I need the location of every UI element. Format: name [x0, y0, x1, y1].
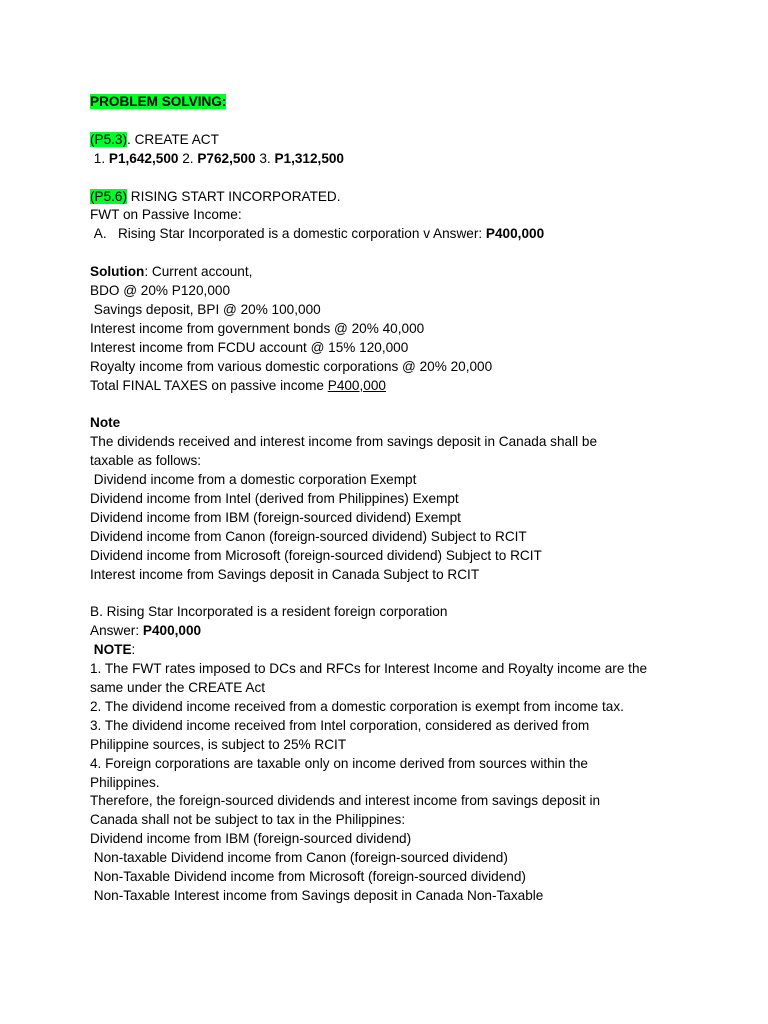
note-item: Interest income from Savings deposit in Canada Subject to RCIT: [90, 566, 480, 582]
solution-item: Royalty income from various domestic corporations @ 20% 20,000: [90, 358, 493, 374]
answer-number-1: 1.: [90, 150, 109, 166]
heading-line: [90, 93, 690, 112]
spacer: [90, 585, 690, 604]
solution-item: BDO @ 20% P120,000: [90, 283, 230, 299]
p56-title: RISING START INCORPORATED.: [127, 188, 341, 204]
part-a-answer: P400,000: [485, 226, 545, 242]
answer-3: P1,312,500: [274, 150, 344, 166]
note-item: Dividend income from Canon (foreign-sourced dividend) Subject to RCIT: [90, 528, 527, 544]
note2-item: Non-Taxable Interest income from Savings deposit in Canada Non-Taxable: [90, 887, 544, 903]
problem-solving-heading: PROBLEM SOLVING:: [90, 94, 227, 109]
note2-item: Canada shall not be subject to tax in the Philippines:: [90, 812, 406, 828]
note2-item: Philippines.: [90, 774, 160, 790]
part-b-answer: P400,000: [142, 623, 202, 639]
spacer: [90, 169, 690, 188]
note-label: Note: [90, 415, 121, 431]
answer-number-3: 3.: [255, 150, 275, 166]
spacer: [90, 395, 690, 414]
solution-item: Savings deposit, BPI @ 20% 100,000: [90, 301, 321, 317]
total-value: P400,000: [327, 377, 386, 393]
note-heading-line: [90, 414, 690, 433]
note2-item: Non-Taxable Dividend income from Microsoft (foreign-sourced dividend): [90, 869, 526, 885]
spacer: [90, 244, 690, 263]
note2-item: 2. The dividend income received from a domestic corporation is exempt from income tax.: [90, 698, 624, 714]
part-b-answer-line: [90, 622, 690, 641]
note2-item: 4. Foreign corporations are taxable only on income derived from sources within the: [90, 755, 588, 771]
solution-label: Solution: [90, 264, 145, 280]
note2-item: Philippine sources, is subject to 25% RCIT: [90, 736, 347, 752]
total-line: [90, 377, 690, 396]
note2-item: same under the CREATE Act: [90, 680, 266, 696]
answer-1: P1,642,500: [108, 150, 179, 166]
note-item: Dividend income from Intel (derived from Philippines) Exempt: [90, 490, 459, 506]
note2-item: Non-taxable Dividend income from Canon (foreign-sourced dividend): [90, 850, 508, 866]
note2-label: NOTE: [90, 642, 132, 658]
part-b-answer-label: Answer:: [90, 623, 143, 639]
p53-title: . CREATE ACT: [127, 131, 219, 147]
note-item: Dividend income from a domestic corporation Exempt: [90, 472, 417, 488]
part-a-text: A. Rising Star Incorporated is a domestic corporation v Answer:: [90, 226, 486, 242]
note-item: Dividend income from IBM (foreign-sourced dividend) Exempt: [90, 509, 461, 525]
solution-rest: : Current account,: [144, 264, 253, 280]
part-b-line: B. Rising Star Incorporated is a resident foreign corporation: [90, 604, 448, 620]
part-a-line: [90, 225, 690, 244]
note-item: taxable as follows:: [90, 453, 202, 469]
note-item: Dividend income from Microsoft (foreign-sourced dividend) Subject to RCIT: [90, 547, 542, 563]
document-page: [90, 93, 690, 906]
p53-title-line: [90, 131, 690, 150]
answer-number-2: 2.: [178, 150, 198, 166]
note2-item: 1. The FWT rates imposed to DCs and RFCs for Interest Income and Royalty income are the: [90, 661, 648, 677]
fwt-line: FWT on Passive Income:: [90, 207, 242, 223]
note2-colon: :: [131, 642, 136, 658]
solution-item: Interest income from government bonds @ 20% 40,000: [90, 320, 425, 336]
note2-heading-line: [90, 641, 690, 660]
solution-line: [90, 263, 690, 282]
answer-2: P762,500: [197, 150, 256, 166]
p56-title-line: [90, 188, 690, 207]
spacer: [90, 112, 690, 131]
p53-answers-line: [90, 150, 690, 169]
note-item: The dividends received and interest income from savings deposit in Canada shall be: [90, 434, 598, 450]
note2-item: Therefore, the foreign-sourced dividends and interest income from savings deposit in: [90, 793, 601, 809]
note2-item: 3. The dividend income received from Intel corporation, considered as derived from: [90, 717, 590, 733]
note2-item: Dividend income from IBM (foreign-sourced dividend): [90, 831, 412, 847]
total-label: Total FINAL TAXES on passive income: [90, 377, 328, 393]
p53-tag: (P5.3): [90, 131, 128, 147]
p56-tag: (P5.6): [90, 188, 128, 204]
solution-item: Interest income from FCDU account @ 15% 120,000: [90, 339, 409, 355]
